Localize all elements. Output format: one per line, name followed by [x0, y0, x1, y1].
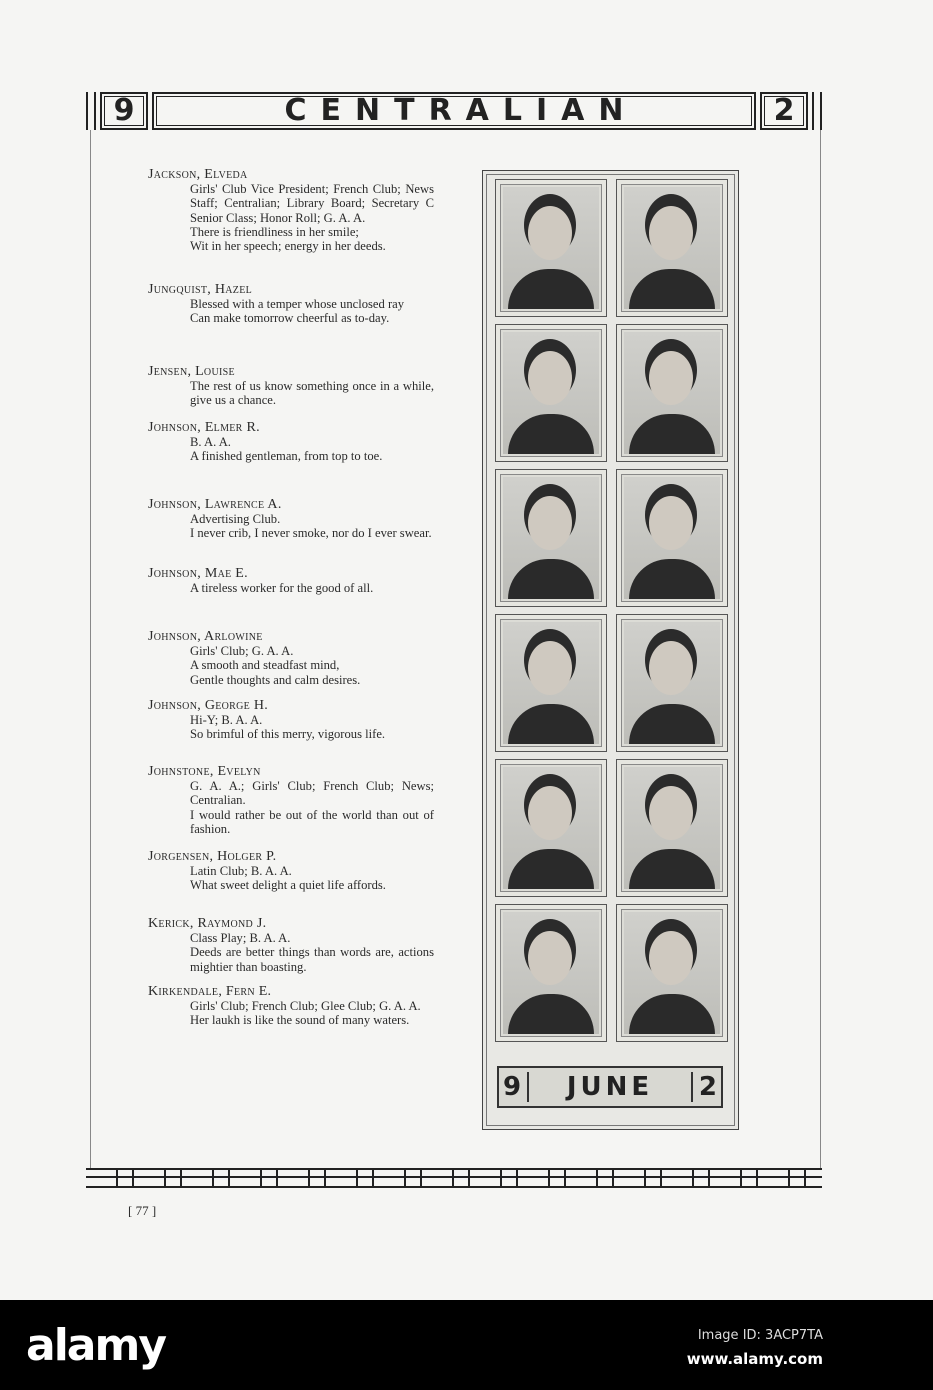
senior-entry	[148, 850, 434, 893]
banner-year-left: 9	[100, 92, 148, 130]
quote-text: Her laukh is like the sound of many waters.	[190, 1013, 410, 1028]
senior-entry	[148, 699, 434, 742]
activities-text: Girls' Club; G. A. A.	[190, 644, 294, 659]
quote-text: Wit in her speech; energy in her deeds.	[190, 239, 386, 254]
student-portrait	[495, 324, 607, 462]
june-banner	[497, 1066, 723, 1108]
activities-text: Class Play; B. A. A.	[190, 931, 291, 946]
senior-entry	[148, 917, 434, 974]
student-name: Johnstone, Evelyn	[148, 764, 261, 779]
june-banner-left: 9	[503, 1072, 522, 1102]
student-portrait	[616, 614, 728, 752]
centralian-banner	[86, 92, 822, 130]
student-name: Johnson, Lawrence A.	[148, 497, 282, 512]
senior-entry	[148, 630, 434, 687]
activities-text: Latin Club; B. A. A.	[190, 864, 292, 879]
footer-ornament	[86, 1168, 822, 1188]
student-portrait	[616, 179, 728, 317]
june-banner-right: 2	[698, 1072, 717, 1102]
quote-text: The rest of us know something once in a while, give us a chance.	[190, 379, 434, 408]
quote-text: A finished gentleman, from top to toe.	[190, 449, 383, 464]
quote-text: There is friendliness in her smile;	[190, 224, 359, 239]
banner-year-right: 2	[760, 92, 808, 130]
student-name: Kirkendale, Fern E.	[148, 984, 272, 999]
watermark-logo: alamy	[26, 1320, 165, 1371]
activities-text: G. A. A.; Girls' Club; French Club; News; Centralian.	[190, 779, 434, 808]
frame-line-right	[820, 130, 821, 1170]
banner-ornament	[812, 92, 822, 130]
student-portrait	[495, 614, 607, 752]
quote-text: A tireless worker for the good of all.	[190, 581, 374, 596]
student-name: Kerick, Raymond J.	[148, 916, 267, 931]
quote-text: A smooth and steadfast mind,	[190, 658, 340, 673]
banner-title: CENTRALIAN	[152, 92, 756, 130]
portrait-head	[528, 351, 572, 405]
senior-entry	[148, 985, 434, 1028]
portrait-head	[528, 931, 572, 985]
page-number: [ 77 ]	[128, 1203, 157, 1218]
student-portrait	[495, 469, 607, 607]
june-banner-label: JUNE	[527, 1072, 693, 1102]
portrait-head	[649, 931, 693, 985]
student-portrait	[495, 759, 607, 897]
watermark-image-id: Image ID: 3ACP7TA	[697, 1328, 823, 1343]
watermark-bar	[0, 1300, 933, 1390]
student-name: Jungquist, Hazel	[148, 282, 253, 297]
portrait-head	[649, 206, 693, 260]
student-name: Johnson, George H.	[148, 698, 269, 713]
senior-entry	[148, 283, 434, 326]
portrait-head	[528, 786, 572, 840]
senior-entry	[148, 365, 434, 408]
senior-entry	[148, 421, 434, 464]
student-portrait	[616, 904, 728, 1042]
activities-text: Advertising Club.	[190, 512, 281, 527]
quote-text: What sweet delight a quiet life affords.	[190, 878, 386, 893]
portrait-head	[528, 641, 572, 695]
student-name: Jensen, Louise	[148, 364, 235, 379]
student-portrait	[495, 179, 607, 317]
portrait-head	[649, 786, 693, 840]
quote-text: Deeds are better things than words are, actions mightier than boasting.	[190, 945, 434, 974]
portrait-head	[649, 641, 693, 695]
student-portrait	[616, 759, 728, 897]
activities-text: Hi-Y; B. A. A.	[190, 713, 263, 728]
quote-text: Gentle thoughts and calm desires.	[190, 672, 361, 687]
activities-text: Girls' Club Vice President; French Club; News Staff; Centralian; Library Board; Secretary C Senior Class; Honor Roll; G. A. A.	[190, 182, 434, 225]
student-name: Jackson, Elveda	[148, 167, 248, 182]
portrait-head	[528, 206, 572, 260]
student-portrait	[616, 469, 728, 607]
activities-text: B. A. A.	[190, 435, 231, 450]
watermark-url: www.alamy.com	[686, 1350, 823, 1368]
student-portrait	[495, 904, 607, 1042]
senior-entry	[148, 765, 434, 836]
senior-entry	[148, 168, 434, 253]
student-name: Johnson, Arlowine	[148, 629, 263, 644]
portrait-head	[649, 351, 693, 405]
student-name: Jorgensen, Holger P.	[148, 849, 277, 864]
portrait-head	[528, 496, 572, 550]
quote-text: Can make tomorrow cheerful as to-day.	[190, 311, 390, 326]
activities-text: Blessed with a temper whose unclosed ray	[190, 297, 405, 312]
student-portrait	[616, 324, 728, 462]
senior-entry	[148, 567, 434, 595]
student-name: Johnson, Elmer R.	[148, 420, 260, 435]
student-name: Johnson, Mae E.	[148, 566, 248, 581]
activities-text: Girls' Club; French Club; Glee Club; G. A. A.	[190, 999, 421, 1014]
photo-column	[482, 170, 739, 1130]
banner-ornament	[86, 92, 96, 130]
quote-text: So brimful of this merry, vigorous life.	[190, 727, 386, 742]
quote-text: I never crib, I never smoke, nor do I ever swear.	[190, 526, 432, 541]
portrait-head	[649, 496, 693, 550]
quote-text: I would rather be out of the world than out of fashion.	[190, 807, 434, 836]
frame-line-left	[90, 130, 91, 1170]
senior-entry	[148, 498, 434, 541]
